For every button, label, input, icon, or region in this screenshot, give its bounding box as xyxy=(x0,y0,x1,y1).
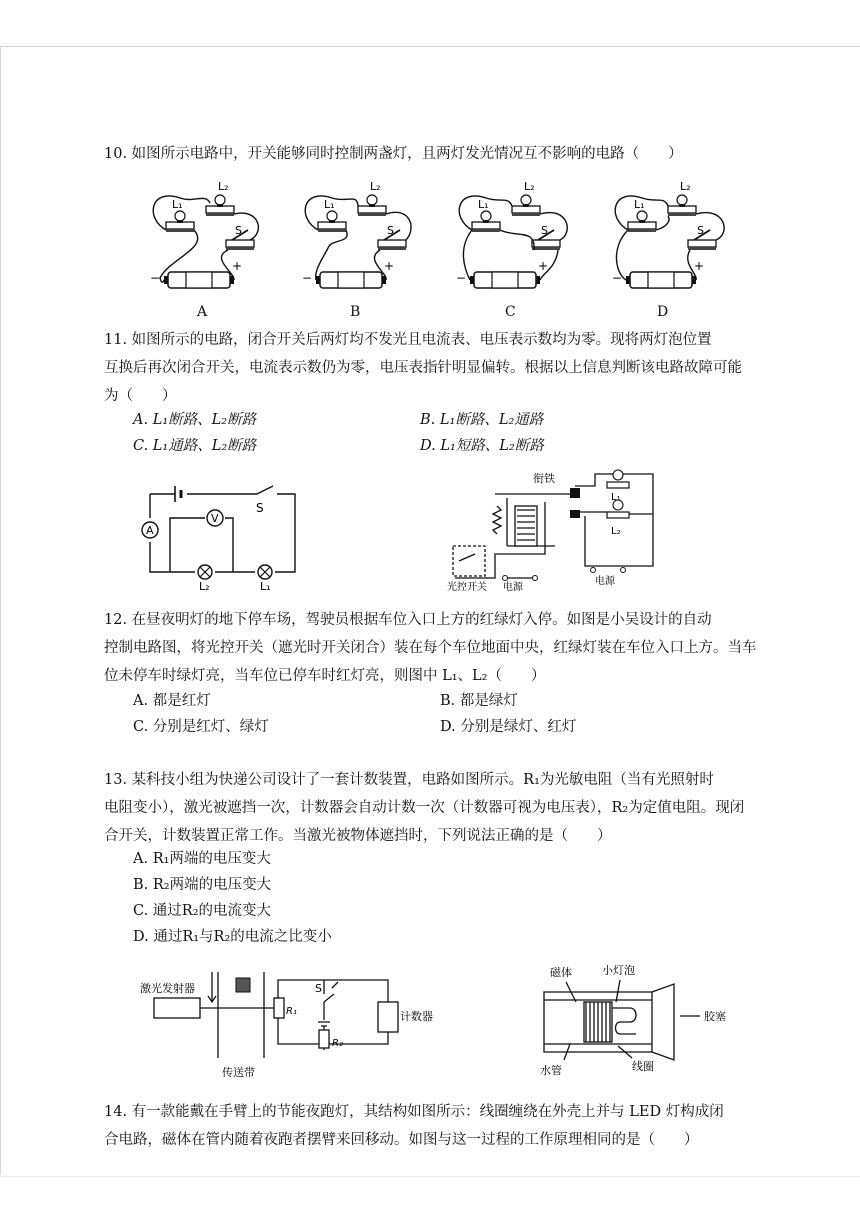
q13-stem-line3: 合开关，计数装置正常工作。当激光被物体遮挡时，下列说法正确的是（ ） xyxy=(104,828,612,844)
lamp-l2-label: L₂ xyxy=(524,180,535,193)
battery-pos-label: + xyxy=(694,259,705,273)
q10-figure-c xyxy=(456,180,567,288)
terminal-icon xyxy=(533,576,538,581)
battery-icon xyxy=(316,272,386,288)
lamp-l1-label: L₁ xyxy=(478,198,489,211)
q12-option-c[interactable]: C. 分别是红灯、绿灯 xyxy=(133,719,269,735)
relay-l1-label: L₁ xyxy=(611,492,621,503)
lamp-icon xyxy=(166,211,194,232)
lamp-l1-label: L₁ xyxy=(634,198,645,211)
battery-icon xyxy=(626,272,696,288)
laser-emitter-icon xyxy=(154,998,200,1018)
resistor-r2-icon xyxy=(319,1030,329,1048)
q12-stem-line1: 12. 在昼夜明灯的地下停车场，驾驶员根据车位入口上方的红绿灯入停。如图是小吴设计的自动 xyxy=(104,612,712,628)
q11-stem-line2: 互换后再次闭合开关，电流表示数仍为零，电压表指针明显偏转。根据以上信息判断该电路故障可能 xyxy=(104,360,742,376)
lamp-l1-icon xyxy=(258,565,272,579)
q10-label-a: A xyxy=(197,304,208,320)
page-bottom-border xyxy=(0,1176,860,1177)
magnet-label: 磁体 xyxy=(550,966,572,979)
page-left-border xyxy=(0,46,1,1175)
q11-option-c[interactable]: C. L₁通路、L₂断路 xyxy=(133,438,257,454)
lower-contact-icon xyxy=(570,510,580,518)
battery-neg-label: − xyxy=(612,271,623,285)
voltmeter-label: V xyxy=(211,512,219,525)
battery-pos-label: + xyxy=(384,259,395,273)
q13-option-a[interactable]: A. R₁两端的电压变大 xyxy=(133,851,271,867)
night-runner-light-figure xyxy=(520,962,750,1082)
battery-neg-label: − xyxy=(150,271,161,285)
q10-figure-b xyxy=(302,180,411,288)
q11-option-b[interactable]: B. L₁断路、L₂通路 xyxy=(420,412,544,428)
plug-label: 胶塞 xyxy=(704,1010,726,1023)
q14-stem-line2: 合电路，磁体在管内随着夜跑者摆臂来回移动。如图与这一过程的工作原理相同的是（ ） xyxy=(104,1132,699,1148)
r2-label: R₂ xyxy=(332,1038,343,1049)
laser-label: 激光发射器 xyxy=(140,982,195,995)
q11-stem-line3: 为（ ） xyxy=(104,388,177,404)
terminal-icon xyxy=(591,568,596,573)
lamp-l2-label: L₂ xyxy=(370,180,381,193)
lamp-icon xyxy=(512,195,540,216)
q14-stem-line1: 14. 有一款能戴在手臂上的节能夜跑灯，其结构如图所示：线圈缠绕在外壳上并与 LED 灯构成闭 xyxy=(104,1104,724,1120)
q10-figure-d xyxy=(612,180,724,288)
lamp-l1-label: L₁ xyxy=(324,198,335,211)
q12-stem-line3: 位未停车时绿灯亮，当车位已停车时红灯亮，则图中 L₁、L₂（ ） xyxy=(104,668,546,684)
q11-option-a[interactable]: A. L₁断路、L₂断路 xyxy=(133,412,257,428)
battery-icon xyxy=(470,272,540,288)
q10-stem: 10. 如图所示电路中，开关能够同时控制两盏灯，且两灯发光情况互不影响的电路（ ） xyxy=(104,146,683,162)
belt-label: 传送带 xyxy=(222,1066,255,1079)
battery-neg-label: − xyxy=(302,271,313,285)
lamp-icon xyxy=(668,195,696,216)
battery-pos-label: + xyxy=(232,259,243,273)
lamp-icon xyxy=(206,195,234,216)
lamp-l1-icon xyxy=(607,470,629,488)
battery-icon xyxy=(164,272,234,288)
armature-label: 衔铁 xyxy=(533,472,555,485)
power-label-1: 电源 xyxy=(503,582,523,591)
lamp-l2-label: L₂ xyxy=(680,180,691,193)
lamp-l2-label: L₂ xyxy=(199,580,210,592)
counter-label: 计数器 xyxy=(400,1010,433,1023)
relay-control-figure xyxy=(445,466,670,591)
switch-label: S xyxy=(256,501,264,515)
switch-label: S xyxy=(697,224,704,237)
lamp-icon xyxy=(318,211,346,232)
q13-option-b[interactable]: B. R₂两端的电压变大 xyxy=(133,877,272,893)
q13-stem-line1: 13. 某科技小组为快递公司设计了一套计数装置，电路如图所示。R₁为光敏电阻（当有光照射时 xyxy=(104,772,714,788)
coil-label: 线圈 xyxy=(632,1060,654,1073)
relay-l2-label: L₂ xyxy=(611,526,621,537)
terminal-icon xyxy=(621,568,626,573)
light-switch-label: 光控开关 xyxy=(447,582,487,591)
resistor-r1-icon xyxy=(274,998,284,1018)
ammeter-label: A xyxy=(146,524,154,537)
lamp-l2-icon xyxy=(198,565,212,579)
switch-label: S xyxy=(387,224,394,237)
lamp-icon xyxy=(472,211,500,232)
q10-label-b: B xyxy=(350,304,361,320)
q11-stem-line1: 11. 如图所示的电路，闭合开关后两灯均不发光且电流表、电压表示数均为零。现将两灯泡位置 xyxy=(104,332,712,348)
q13-option-d[interactable]: D. 通过R₁与R₂的电流之比变小 xyxy=(133,929,332,945)
q10-label-d: D xyxy=(657,304,669,320)
bulb-label: 小灯泡 xyxy=(602,964,635,977)
tube-label: 水管 xyxy=(540,1064,562,1077)
package-icon xyxy=(236,978,250,992)
switch-label: S xyxy=(315,982,322,995)
lamp-l1-label: L₁ xyxy=(172,198,183,211)
q12-option-a[interactable]: A. 都是红灯 xyxy=(133,693,211,709)
lamp-l2-label: L₂ xyxy=(218,180,229,193)
q10-figure-a xyxy=(150,180,258,288)
q13-stem-line2: 电阻变小），激光被遮挡一次，计数器会自动计数一次（计数器可视为电压表），R₂为定值电阻。现闭 xyxy=(104,800,745,816)
counter-icon xyxy=(378,1002,398,1032)
switch-label: S xyxy=(235,224,242,237)
q12-option-d[interactable]: D. 分别是绿灯、红灯 xyxy=(440,719,577,735)
r1-label: R₁ xyxy=(286,1006,297,1017)
page-top-border xyxy=(0,46,860,47)
upper-contact-icon xyxy=(570,488,580,498)
q12-stem-line2: 控制电路图，将光控开关（遮光时开关闭合）装在每个车位地面中央，红绿灯装在车位入口上方。当车 xyxy=(104,640,757,656)
lamp-icon xyxy=(628,211,656,232)
lamp-icon xyxy=(358,195,386,216)
q12-option-b[interactable]: B. 都是绿灯 xyxy=(440,693,518,709)
terminal-icon xyxy=(503,576,508,581)
q11-circuit-figure xyxy=(135,480,310,592)
switch-label: S xyxy=(541,224,548,237)
power-label-2: 电源 xyxy=(595,576,615,587)
battery-pos-label: + xyxy=(538,259,549,273)
lamp-l1-label: L₁ xyxy=(260,580,271,592)
q13-option-c[interactable]: C. 通过R₂的电流变大 xyxy=(133,903,272,919)
q10-label-c: C xyxy=(505,304,516,320)
q11-option-d[interactable]: D. L₁短路、L₂断路 xyxy=(420,438,544,454)
q13-counter-circuit xyxy=(138,962,448,1084)
battery-neg-label: − xyxy=(456,271,467,285)
